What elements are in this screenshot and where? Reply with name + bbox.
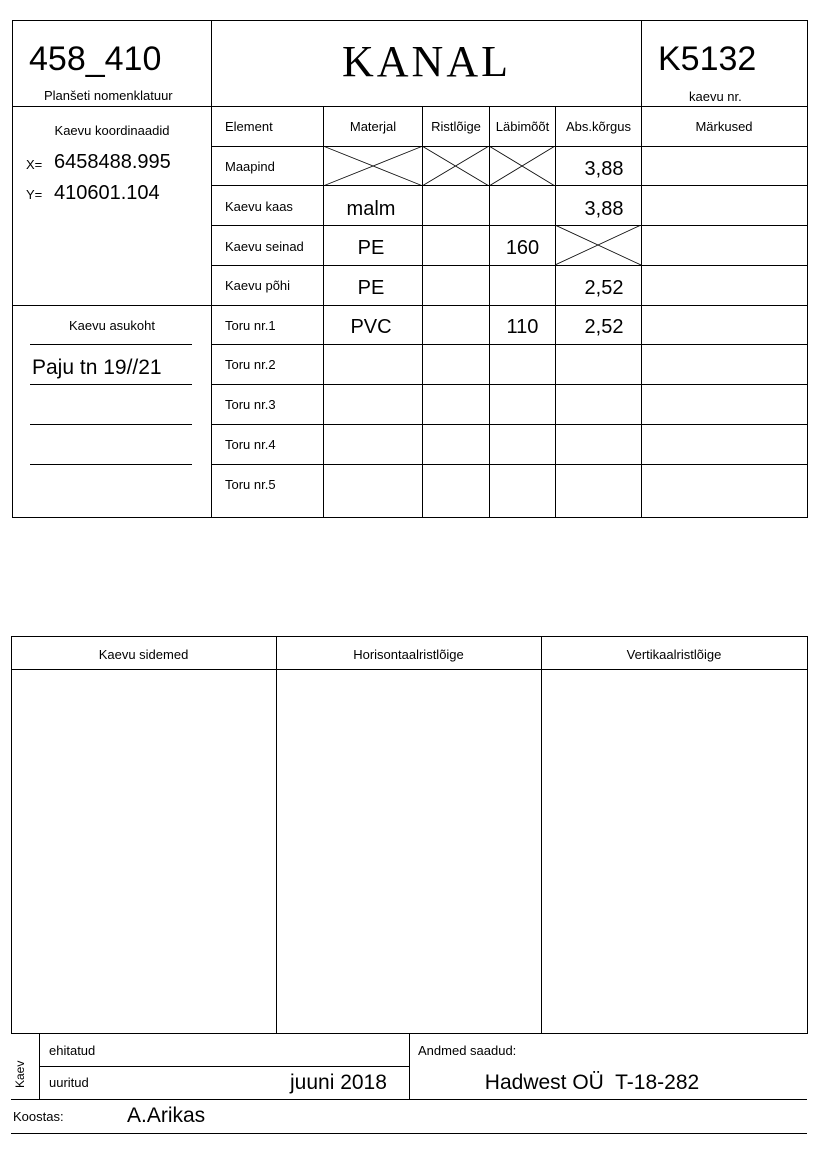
row-material: malm xyxy=(346,198,396,220)
y-label: Y= xyxy=(26,187,43,202)
row-element: Toru nr.4 xyxy=(225,437,276,452)
location-caption: Kaevu asukoht xyxy=(68,318,155,333)
connections-heading: Kaevu sidemed xyxy=(98,647,189,662)
col-header-section: Ristlõige xyxy=(431,119,481,134)
row-element: Kaevu põhi xyxy=(225,278,291,293)
surveyed-label: uuritud xyxy=(49,1075,89,1090)
row-element: Kaevu seinad xyxy=(225,239,304,254)
divider xyxy=(641,20,642,517)
surveyed-date: juuni 2018 xyxy=(290,1071,387,1094)
x-value: 6458488.995 xyxy=(54,151,171,173)
row-material: PVC xyxy=(350,316,392,338)
author-label: Koostas: xyxy=(13,1109,64,1124)
col-header-diameter: Läbimõõt xyxy=(495,119,550,134)
col-header-elevation: Abs.kõrgus xyxy=(565,119,632,134)
well-caption: kaevu nr. xyxy=(689,89,742,104)
col-header-element: Element xyxy=(225,119,273,134)
cross-out-icon xyxy=(422,146,489,186)
y-value: 410601.104 xyxy=(54,182,160,204)
row-elevation: 2,52 xyxy=(584,277,624,299)
source-label: Andmed saadud: xyxy=(418,1043,517,1058)
connections-drawing-area xyxy=(12,670,276,1032)
sheet-caption: Planšeti nomenklatuur xyxy=(44,88,173,103)
divider xyxy=(211,424,807,425)
sheet-code: 458_410 xyxy=(29,40,162,78)
row-elevation: 3,88 xyxy=(584,198,624,220)
location-address: Paju tn 19//21 xyxy=(32,356,162,379)
row-element: Toru nr.3 xyxy=(225,397,276,412)
cross-out-icon xyxy=(555,225,641,265)
row-diameter: 110 xyxy=(506,316,539,338)
document-title: KANAL xyxy=(342,37,511,86)
col-header-material: Materjal xyxy=(349,119,397,134)
divider xyxy=(30,344,192,345)
cross-out-icon xyxy=(323,146,423,186)
divider xyxy=(39,1066,410,1067)
divider xyxy=(211,305,807,306)
author-name: A.Arikas xyxy=(127,1104,206,1127)
row-element: Maapind xyxy=(225,159,275,174)
well-id: K5132 xyxy=(658,40,757,78)
divider xyxy=(211,384,807,385)
row-material: PE xyxy=(357,237,385,259)
row-element: Toru nr.5 xyxy=(225,477,276,492)
horizontal-section-drawing-area xyxy=(277,670,541,1032)
divider xyxy=(30,464,192,465)
x-label: X= xyxy=(26,157,43,172)
row-elevation: 2,52 xyxy=(584,316,624,338)
vertical-section-drawing-area xyxy=(542,670,806,1032)
divider xyxy=(211,20,212,517)
built-label: ehitatud xyxy=(49,1043,96,1058)
divider xyxy=(211,464,807,465)
source-value: Hadwest OÜ T-18-282 xyxy=(484,1071,700,1094)
divider xyxy=(12,305,212,306)
divider xyxy=(12,106,807,107)
divider xyxy=(11,1133,807,1134)
divider xyxy=(211,225,807,226)
divider xyxy=(211,265,807,266)
row-element: Toru nr.1 xyxy=(225,318,276,333)
divider xyxy=(211,344,807,345)
cross-out-icon xyxy=(489,146,555,186)
divider xyxy=(30,384,192,385)
vertical-section-heading: Vertikaalristlõige xyxy=(626,647,722,662)
row-element: Kaevu kaas xyxy=(225,199,293,214)
col-header-notes: Märkused xyxy=(695,119,753,134)
row-diameter: 160 xyxy=(505,237,540,259)
row-elevation: 3,88 xyxy=(584,158,624,180)
divider xyxy=(11,1099,807,1100)
horizontal-section-heading: Horisontaalristlõige xyxy=(353,647,464,662)
row-material: PE xyxy=(357,277,385,299)
side-label: Kaev xyxy=(13,1060,27,1088)
divider xyxy=(30,424,192,425)
row-element: Toru nr.2 xyxy=(225,357,276,372)
coords-caption: Kaevu koordinaadid xyxy=(54,123,170,138)
